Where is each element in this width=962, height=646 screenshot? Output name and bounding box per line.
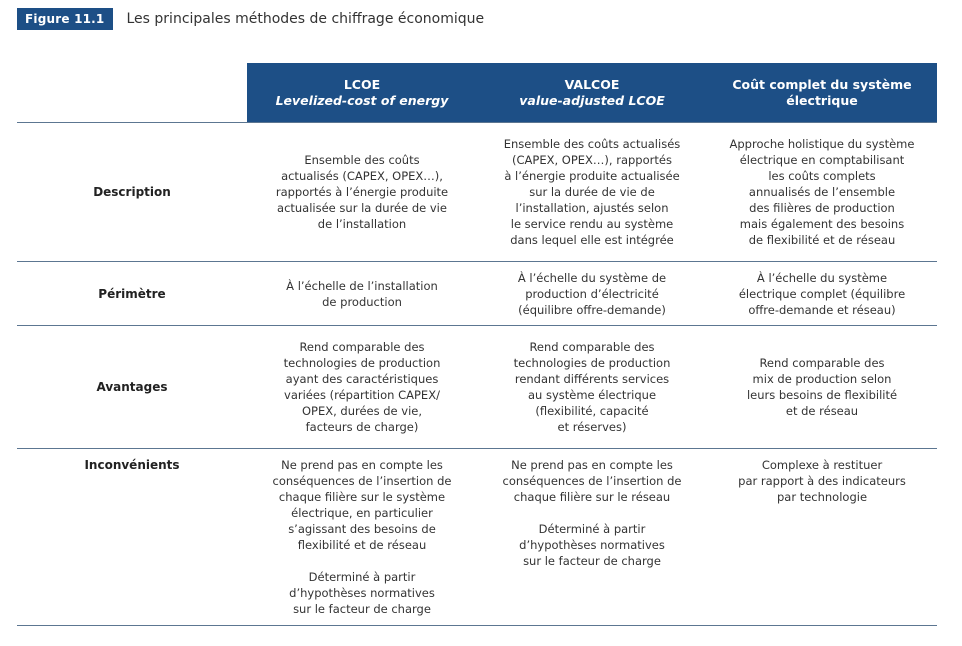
cell-lcoe (247, 262, 477, 325)
cell-line: conséquences de l’insertion de (502, 474, 682, 488)
cell-line: Rend comparable des (299, 340, 425, 354)
cell-line: flexibilité et de réseau (297, 538, 427, 552)
header-title: LCOE (343, 76, 381, 92)
cell-line: (équilibre offre-demande) (518, 302, 666, 317)
cell-cout-complet (707, 123, 937, 261)
cell-lcoe (247, 326, 477, 448)
cell-line: (flexibilité, capacité (535, 404, 649, 418)
cell-line: électrique, en particulier (291, 506, 433, 520)
cell-line: par rapport à des indicateurs (738, 474, 906, 488)
cell-line: électrique complet (équilibre (738, 286, 906, 301)
cell-line: production d’électricité (525, 286, 659, 301)
cell-line: leurs besoins de flexibilité (746, 388, 898, 402)
cell-line: rendant différents services (514, 372, 670, 386)
cell-cout-complet (707, 449, 937, 625)
cell-line: ayant des caractéristiques (285, 372, 439, 386)
header-subtitle: électrique (786, 92, 858, 108)
row-label: Périmètre (98, 286, 166, 301)
cell-line: l’installation, ajustés selon (515, 201, 669, 215)
cell-line: et réserves) (557, 420, 627, 434)
table-row-description (17, 122, 937, 261)
header-lcoe (247, 63, 477, 122)
cell-line: d’hypothèses normatives (519, 538, 665, 552)
header-title: VALCOE (564, 76, 620, 92)
cell-line: à l’énergie produite actualisée (504, 169, 680, 183)
figure-title: Les principales méthodes de chiffrage économique (126, 11, 485, 27)
header-subtitle: Levelized-cost of energy (275, 92, 449, 108)
cell-line: de l’installation (317, 217, 407, 231)
cell-cout-complet (707, 262, 937, 325)
cell-lcoe (247, 449, 477, 625)
cell-line: À l’échelle du système (756, 270, 888, 285)
cell-line: des filières de production (749, 201, 895, 215)
cell-line: Rend comparable des (529, 340, 655, 354)
cell-line: (CAPEX, OPEX…), rapportés (512, 153, 672, 167)
cell-valcoe (477, 123, 707, 261)
cell-line: au système électrique (527, 388, 657, 402)
cell-line: électrique en comptabilisant (739, 153, 905, 167)
cell-line: et de réseau (785, 404, 859, 418)
cell-line: les coûts complets (768, 169, 876, 183)
cell-line: Complexe à restituer (761, 458, 883, 472)
cell-line: Approche holistique du système (729, 137, 915, 151)
cell-line: par technologie (776, 490, 868, 504)
cell-line: facteurs de charge) (305, 420, 419, 434)
figure-badge: Figure 11.1 (17, 8, 113, 30)
cell-valcoe (477, 262, 707, 325)
cell-line: chaque filière sur le réseau (513, 490, 671, 504)
cell-line: À l’échelle du système de (517, 270, 667, 285)
cell-cout-complet (707, 326, 937, 448)
cell-line: le service rendu au système (510, 217, 674, 231)
cell-valcoe (477, 449, 707, 625)
cell-line: d’hypothèses normatives (289, 586, 435, 600)
row-label: Inconvénients (84, 458, 180, 472)
cell-line: rapportés à l’énergie produite (275, 185, 449, 199)
cell-line: À l’échelle de l’installation (286, 278, 438, 293)
comparison-table (17, 63, 937, 626)
cell-line: offre-demande et réseau) (748, 302, 896, 317)
cell-line: Rend comparable des (759, 356, 885, 370)
header-cout-complet (707, 63, 937, 122)
cell-line: variées (répartition CAPEX/ (284, 388, 440, 402)
cell-line: conséquences de l’insertion de (272, 474, 452, 488)
cell-line: Ne prend pas en compte les (281, 458, 443, 472)
cell-line: Ne prend pas en compte les (511, 458, 673, 472)
row-label: Description (93, 185, 171, 199)
cell-line: actualisés (CAPEX, OPEX…), (281, 169, 443, 183)
cell-line: Ensemble des coûts actualisés (503, 137, 681, 151)
cell-line: actualisée sur la durée de vie (277, 201, 447, 215)
cell-line: sur la durée de vie de (529, 185, 655, 199)
cell-line: technologies de production (513, 356, 671, 370)
cell-valcoe (477, 326, 707, 448)
cell-line: sur le facteur de charge (293, 602, 431, 616)
cell-line: chaque filière sur le système (278, 490, 446, 504)
table-header-row (17, 63, 937, 122)
cell-line: mais également des besoins (739, 217, 905, 231)
table-row-avantages (17, 325, 937, 448)
row-label: Avantages (96, 380, 168, 394)
cell-line: sur le facteur de charge (523, 554, 661, 568)
cell-line: dans lequel elle est intégrée (510, 233, 674, 247)
cell-line: Ensemble des coûts (304, 153, 420, 167)
header-title: Coût complet du système (732, 76, 912, 92)
cell-line: annualisés de l’ensemble (748, 185, 896, 199)
header-empty-cell (17, 63, 247, 122)
header-valcoe (477, 63, 707, 122)
cell-line: mix de production selon (752, 372, 892, 386)
cell-line: Déterminé à partir (308, 570, 416, 584)
cell-line: s’agissant des besoins de (288, 522, 436, 536)
figure-header (17, 8, 484, 30)
cell-line: OPEX, durées de vie, (301, 404, 423, 418)
header-subtitle: value-adjusted LCOE (519, 92, 665, 108)
cell-lcoe (247, 123, 477, 261)
table-row-perimetre (17, 261, 937, 325)
cell-line: Déterminé à partir (538, 522, 646, 536)
cell-line: de production (322, 294, 402, 309)
table-row-inconvenients (17, 448, 937, 626)
cell-line: de flexibilité et de réseau (748, 233, 896, 247)
cell-line: technologies de production (283, 356, 441, 370)
